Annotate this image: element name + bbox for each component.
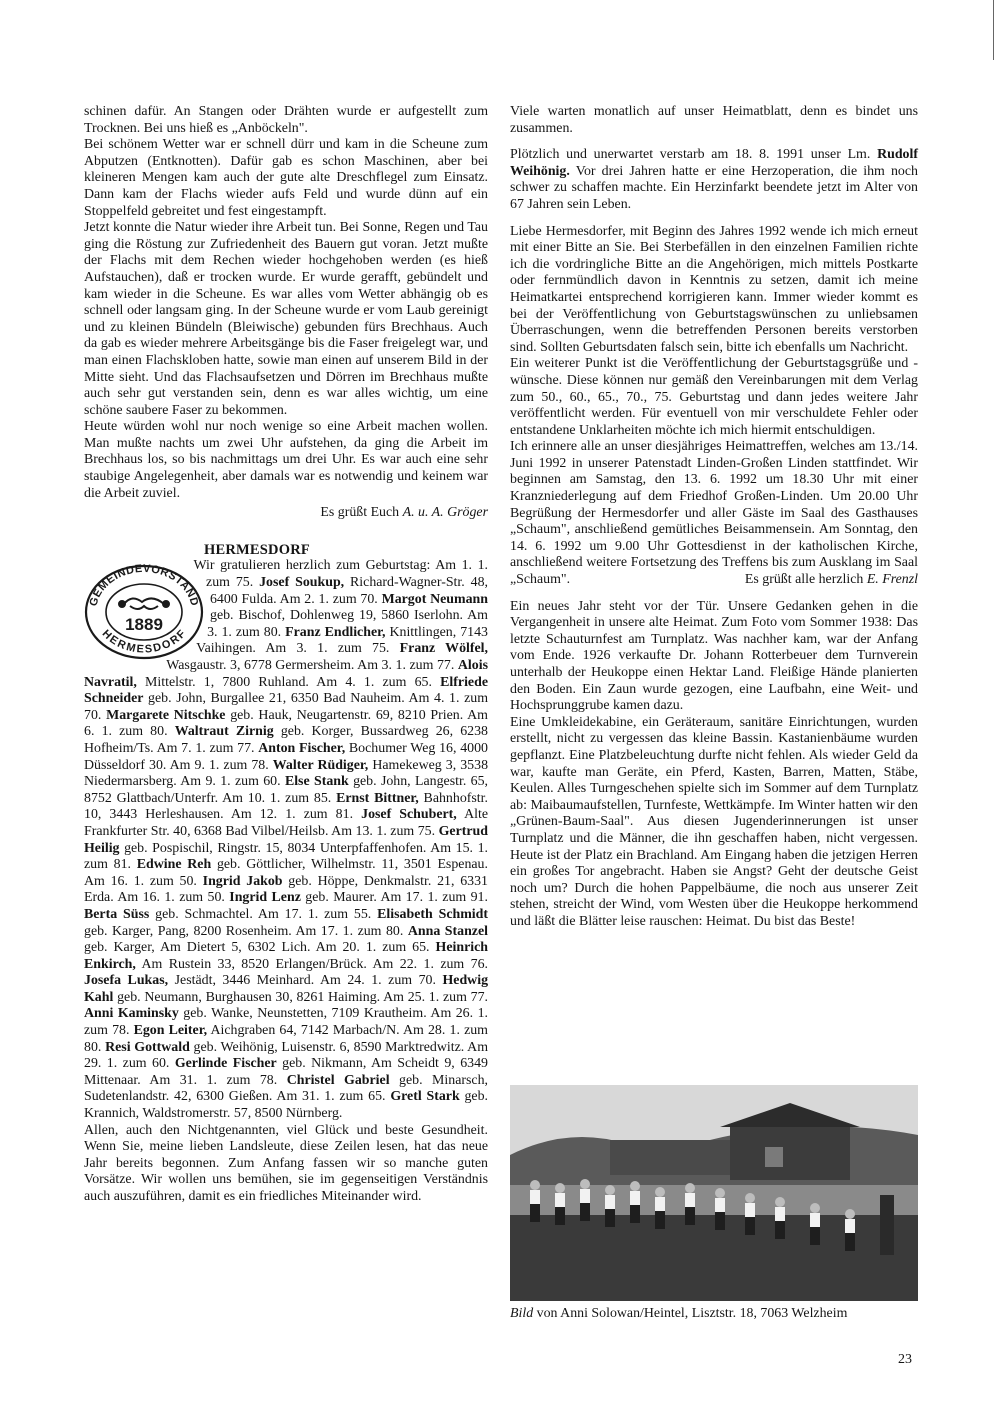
birthday-detail: geb. Minarsch, Sudetenlandstr. 42, 6300 Gießen. Am 31. 1. zum 65. bbox=[84, 1072, 488, 1105]
birthday-name: Gerlinde Fischer bbox=[174, 1056, 277, 1072]
birthday-name: Ingrid Lenz bbox=[229, 890, 301, 906]
birthday-name: Josefa Lukas, bbox=[84, 973, 169, 989]
birthday-detail: Bochumer Weg 16, 4000 Düsseldorf 30. Am 9. 1. zum 78. bbox=[84, 740, 488, 773]
signature-groeger bbox=[84, 505, 488, 522]
birthday-name: Christel Gabriel bbox=[286, 1072, 390, 1088]
birthday-detail: Knittlingen, 7143 Vaihingen. Am 3. 1. zum 75. bbox=[196, 624, 488, 657]
birthday-name: Berta Süss bbox=[84, 906, 150, 922]
birthday-detail: Bahnhofstr. 10, 3443 Herleshausen. Am 12. 1. zum 81. bbox=[84, 790, 488, 823]
birthday-detail: geb. Schmachtel. Am 17. 1. zum 55. bbox=[149, 906, 378, 922]
birthday-detail: geb. Höppe, Denkmalstr. 21, 6331 Erda. Am 16. 1. zum 50. bbox=[84, 873, 489, 906]
birthday-name: Ernst Bittner, bbox=[336, 790, 419, 806]
birthday-name: Alois Navratil, bbox=[84, 658, 488, 690]
page-edge-mark bbox=[993, 0, 994, 60]
left-closing-paragraph: Allen, auch den Nichtgenannten, viel Glück und beste Gesundheit. Wenn Sie, meine lieben Landsleute, diese Zeilen lesen, hat das neue Jahr bereits begonnen. Zum Anfang fassen wir so manche guten Vorsätze. Wir wollen uns bemühen, sie im gegenseitigen Verständnis auch auszuführen, damit es ein friedliches Miteinander wird. bbox=[84, 1122, 488, 1204]
right-paragraph-5 bbox=[510, 439, 918, 588]
birthday-name: Resi Gottwald bbox=[105, 1039, 190, 1055]
obituary-paragraph bbox=[510, 147, 918, 213]
birthday-detail: geb. Karger, Pang, 8200 Rosenheim. Am 17. 1. zum 80. bbox=[84, 923, 408, 939]
signature-frenzl bbox=[745, 572, 918, 589]
birthday-detail: Jestädt, 3446 Meinhard. Am 24. 1. zum 70. bbox=[168, 973, 443, 989]
caption-label: Bild bbox=[510, 1306, 534, 1321]
caption-text: von Anni Solowan/Heintel, Lisztstr. 18, 7063 Welzheim bbox=[533, 1306, 848, 1321]
obituary-text-pre: Plötzlich und unerwartet verstarb am 18. 8. 1991 unser Lm. bbox=[510, 147, 878, 163]
left-paragraph-4: Heute würden wohl nur noch wenige so eine Arbeit machen wollen. Man mußte nachts um zwei Uhr aufstehen, da ging die Arbeit im Brechhaus los, so bis nachmittags um drei Uhr. Es war auch eine sehr staubige Angelegenheit, aber damals war es notwendig und keinem war die Arbeit zuviel. bbox=[84, 419, 488, 501]
birthday-name: Franz Wölfel, bbox=[399, 641, 488, 657]
signature-name: A. u. A. Gröger bbox=[402, 505, 488, 521]
historic-photo bbox=[510, 1085, 918, 1301]
birthday-detail: geb. Korger, Bussardweg 26, 6238 Hofheim/Ts. Am 7. 1. zum 77. bbox=[84, 724, 488, 756]
seal-bottom-text: HERMESDORF bbox=[99, 628, 189, 657]
signature-frenzl-prefix: Es grüßt alle herzlich bbox=[744, 572, 864, 588]
birthday-name: Elisabeth Schmidt bbox=[377, 906, 488, 922]
birthday-detail: geb. Pospischil, Ringstr. 15, 8034 Unterpfaffenhofen. Am 15. 1. zum 81. bbox=[84, 840, 488, 873]
left-paragraph-1: schinen dafür. An Stangen oder Drähten wurde er aufgestellt zum Trocknen. Bei uns hieß es „Anböckeln". bbox=[84, 104, 488, 136]
birthday-name: Gretl Stark bbox=[390, 1089, 460, 1105]
birthday-detail: geb. Weihönig, Luisenstr. 6, 8590 Marktredwitz. Am 29. 1. zum 60. bbox=[84, 1039, 489, 1072]
right-paragraph-1: Viele warten monatlich auf unser Heimatblatt, denn es bindet uns zusammen. bbox=[510, 104, 918, 136]
handshake-icon bbox=[119, 599, 169, 610]
birthday-name: Elfriede Schneider bbox=[84, 674, 488, 707]
birthday-detail: geb. Wanke, Neunstetten, 7109 Krautheim. Am 26. 1. zum 78. bbox=[84, 1006, 488, 1039]
birthday-name: Anna Stanzel bbox=[407, 923, 488, 939]
birthday-detail: geb. Maurer. Am 17. 1. zum 91. bbox=[300, 890, 488, 906]
birthday-detail: Aichgraben 64, 7142 Marbach/N. Am 28. 1. zum 80. bbox=[84, 1023, 488, 1055]
birthday-name: Josef Schubert, bbox=[361, 807, 457, 823]
birthday-detail: geb. Karger, Am Dietert 5, 6302 Lich. Am 20. 1. zum 65. bbox=[84, 940, 436, 956]
birthday-name: Edwine Reh bbox=[136, 857, 212, 873]
birthday-detail: geb. Bischof, Dohlenweg 19, 5860 Iserlohn. Am 3. 1. zum 80. bbox=[207, 608, 488, 640]
right-paragraph-7: Eine Umkleidekabine, ein Geräteraum, sanitäre Einrichtungen, wurden erstellt, nicht zu vergessen das kleine Bassin. Kastanienbäume wurden gepflanzt. Eine Platzbeleuchtung durfte nicht fehlen. Als wieder Geld da war, kaufte man Geräte, ein Pferd, Kasten, Barren, Matten, Stäbe, Keulen. Alles Turngeschehen spielte sich im Sommer auf dem Turnplatz ab: Maibaumaufstellen, Turnfeste, Wettkämpfe. Im Winter hatten wir den „Grünen-Baum-Saal". Aus diesen Jugenderinnerungen ist unser Turnplatz und die Männer, die ihn geschaffen haben, nicht vergessen. Heute ist der Platz ein Brachland. Am Eingang haben die jetzigen Herren ein großes Tor angebracht. Haben sie Angst? Geht der deutsche Geist noch um? Durch die hohen Pappelbäume, die noch aus unserer Zeit stehen, streicht der Wind, vom Westen über die Heukoppe herkommend und läßt die Blätter leise rauschen: Heimat. Du bist das Beste! bbox=[510, 714, 918, 929]
birthday-detail: geb. Krannich, Waldstromerstr. 57, 8500 Nürnberg. bbox=[84, 1089, 488, 1122]
seal-year: 1889 bbox=[125, 615, 163, 635]
seal-stamp-icon bbox=[82, 560, 206, 660]
left-column bbox=[84, 104, 488, 1206]
obituary-name: Rudolf Weihönig. bbox=[510, 147, 918, 179]
birthday-detail: geb. Hauk, Neugartenstr. 69, 8210 Prien. Am 6. 1. zum 80. bbox=[84, 707, 488, 740]
birthday-detail: Mittelstr. 1, 7800 Ruhland. Am 4. 1. zum 65. bbox=[136, 674, 441, 690]
birthday-name: Franz Endlicher, bbox=[285, 624, 386, 640]
birthday-name: Hedwig Kahl bbox=[84, 973, 489, 1005]
birthday-name: Josef Soukup, bbox=[259, 575, 345, 591]
meeting-text: Ich erinnere alle an unser diesjähriges Heimattreffen, welches am 13./14. Juni 1992 in unserer Patenstadt Linden-Großen Linden stattfindet. Wir beginnen am Samstag, den 13. 6. 1992 um 18.30 Uhr mit einer Kranzniederlegung auf dem Friedhof Großen-Linden. Um 20.00 Uhr Begrüßung der Hermesdorfer und aller Gäste im Saal des Gasthauses „Schaum", anschließend gemütliches Beisammensein. Am Sonntag, den 14. 6. 1992 um 9.00 Uhr Gottesdienst in der katholischen Kirche, anschließend weitere Fortsetzung des Treffens bis zum Ausklang im Saal „Schaum". bbox=[510, 439, 918, 588]
birthday-name: Egon Leiter, bbox=[133, 1023, 208, 1039]
right-paragraph-6: Ein neues Jahr steht vor der Tür. Unsere Gedanken gehen in die Vergangenheit in unsere alte Heimat. Zum Foto vom Sommer 1938: Das letzte Schauturnfest am Turnplatz. Was nachher kam, war der Anfang vom Ende. 1926 verkaufte Dr. Johann Rotterbeuer dem Turnverein unterhalb der Heukoppe einen Hektar Land. Fleißige Hände planierten den Boden. Ein Zaun wurde gezogen, eine Laufbahn, eine Weit- und Hochsprunggrube kamen dazu. bbox=[510, 598, 918, 714]
page-number: 23 bbox=[898, 1352, 912, 1367]
obituary-text-post: Vor drei Jahren hatte er eine Herzoperation, die ihm noch schwer zu schaffen machte. Ein Herzinfarkt beendete jetzt im Alter von 67 Jahren sein Leben. bbox=[510, 163, 918, 212]
left-paragraph-3: Jetzt konnte die Natur wieder ihre Arbeit tun. Bei Sonne, Regen und Tau ging die Röstung zur Zufriedenheit des Bauern gut voran. Jetzt mußte der Flachs mit dem Rechen wieder hochgehoben werden (es hieß Aufstauchen), daß er trocken wurde. Er wurde gerafft, gebündelt und kam wieder in die Scheune. Es war alles vom Wetter abhängig ob es schnell oder langsam ging. In der Scheune wurde er vom Laub gereinigt und zu kleinen Bündeln (Bleiwische) gebunden fürs Brechhaus. Auch da gab es wieder mehrere Arbeitsgänge bis die Faser freigelegt war, und man einen Flachskloben hatte, sowie man einen auf unserem Bild in der Mitte sieht. Und das Flachsaufsetzen und Dörren im Brechhaus mußte auch sehr gut verstanden sein, denn es war alles wichtig, um eine schöne saubere Faser zu bekommen. bbox=[84, 220, 488, 418]
birthday-detail: Alte Frankfurter Str. 40, 6368 Bad Vilbel/Heilsb. Am 13. 1. zum 75. bbox=[84, 807, 488, 839]
birthday-detail: geb. Göttlicher, Wilhelmstr. 11, 3501 Espenau. Am 16. 1. zum 50. bbox=[84, 857, 488, 889]
birthday-detail: Hamekeweg 3, 3538 Niedermarsberg. Am 9. 1. zum 60. bbox=[84, 757, 489, 790]
birthday-name: Anton Fischer, bbox=[258, 740, 346, 756]
birthday-name: Margot Neumann bbox=[381, 591, 488, 607]
birthday-name: Ingrid Jakob bbox=[202, 873, 283, 889]
section-heading-hermesdorf: HERMESDORF bbox=[204, 541, 310, 558]
birthday-detail: Am Rustein 33, 8520 Erlangen/Brück. Am 22. 1. zum 76. bbox=[135, 956, 488, 972]
signature-frenzl-name: E. Frenzl bbox=[866, 572, 918, 588]
birthday-name: Margarete Nitschke bbox=[106, 707, 226, 723]
birthday-detail: Wasgaustr. 3, 6778 Germersheim. Am 3. 1. zum 77. bbox=[166, 658, 458, 673]
birthday-detail: geb. John, Langestr. 65, 8752 Glattbach/Unterfr. Am 10. 1. zum 85. bbox=[84, 774, 489, 806]
birthday-section bbox=[84, 558, 488, 1122]
left-paragraph-2: Bei schönem Wetter war er schnell dürr und kam in die Scheune zum Abputzen (Entknotten). Dafür gab es schon Maschinen, aber bei kleineren Mengen kam auch der gute alte Dreschflegel zum Einsatz. Dann kam der Flachs wieder aufs Feld und wurde dünn auf ein Stoppelfeld gebreitet und fest eingestampft. bbox=[84, 137, 488, 219]
birthday-detail: geb. John, Burgallee 21, 6350 Bad Nauheim. Am 4. 1. zum 70. bbox=[84, 691, 488, 723]
signature-prefix: Es grüßt Euch bbox=[320, 505, 400, 521]
right-paragraph-4: Ein weiterer Punkt ist die Veröffentlichung der Geburtstagsgrüße und -wünsche. Diese können nur gemäß den Vereinbarungen mit dem Verlag zum 50., 60., 65., 70., 75. Geburtstag und dann jedes weitere Jahr veröffentlicht werden. Für eventuell von mir verschuldete Fehler oder entstandene Unklarheiten möchte ich mich hiermit entschuldigen. bbox=[510, 356, 918, 438]
birthday-detail: Wir gratulieren herzlich zum Geburtstag: Am 1. 1. zum 75. bbox=[193, 558, 488, 591]
birthday-name: Gertrud Heilig bbox=[84, 823, 488, 856]
seal-top-text: GEMEINDEVORSTAND bbox=[87, 563, 201, 608]
birthday-name: Anni Kaminsky bbox=[84, 1006, 179, 1022]
right-paragraph-3: Liebe Hermesdorfer, mit Beginn des Jahres 1992 wende ich mich erneut mit einer Bitte an Sie. Bei Sterbefällen in den einzelnen Familien richte ich die vordringliche Bitte an die Angehörigen, mich mittels Postkarte oder fernmündlich davon in Kenntnis zu setzen, damit ich meine Heimatkartei entsprechend korrigieren kann. Immer wieder kommt es bei der Veröffentlichung von Geburtstagswünschen zu unliebsamen Überraschungen, wenn die betreffenden Personen bereits verstorben sind. Sollten Geburtsdaten falsch sein, bitte ich ebenfalls um Nachricht. bbox=[510, 223, 918, 355]
right-column bbox=[510, 104, 918, 931]
birthday-name: Walter Rüdiger, bbox=[272, 757, 369, 773]
birthday-name: Waltraut Zirnig bbox=[174, 724, 274, 740]
birthday-detail: geb. Nikmann, Am Scheidt 9, 6349 Mittenaar. Am 31. 1. zum 78. bbox=[84, 1056, 488, 1088]
birthday-detail: geb. Neumann, Burghausen 30, 8261 Haiming. Am 25. 1. zum 77. bbox=[113, 989, 488, 1005]
birthday-name: Else Stank bbox=[284, 774, 349, 790]
photo-illustration bbox=[510, 1085, 918, 1301]
photo-caption bbox=[510, 1306, 930, 1322]
birthday-name: Heinrich Enkirch, bbox=[84, 940, 488, 972]
birthday-detail: Richard-Wagner-Str. 48, 6400 Fulda. Am 2. 1. zum 70. bbox=[209, 575, 488, 607]
